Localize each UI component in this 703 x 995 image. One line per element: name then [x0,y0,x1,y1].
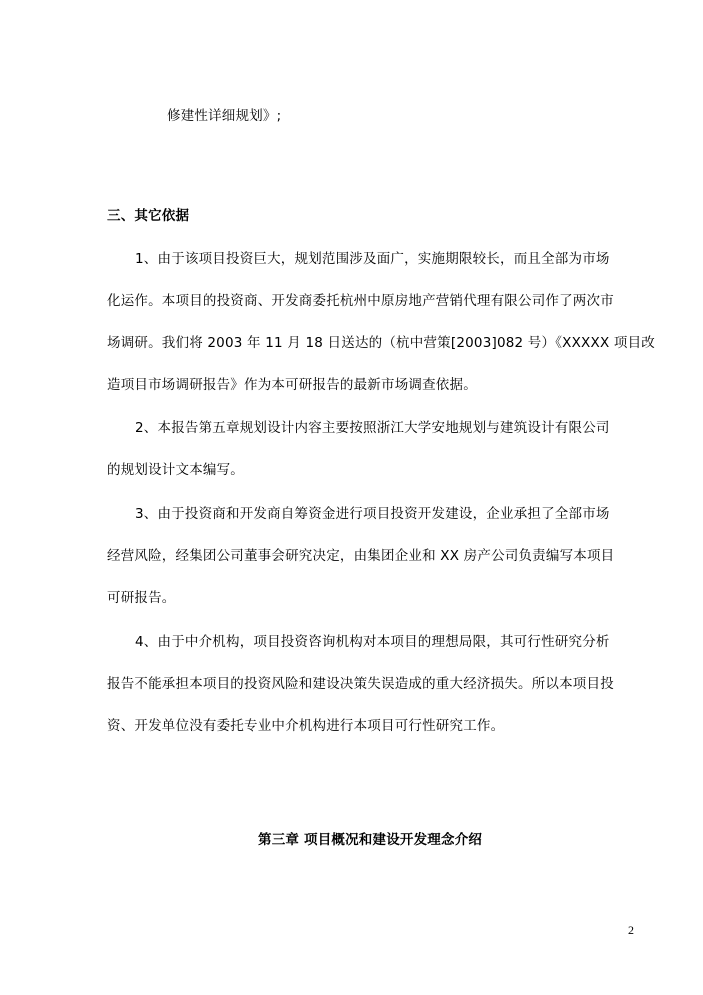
paragraph-line: 的规划设计文本编写。 [107,462,244,478]
paragraph-line: 造项目市场调研报告》作为本可研报告的最新市场调查依据。 [107,377,477,393]
paragraph-line: 资、开发单位没有委托专业中介机构进行本项目可行性研究工作。 [107,718,505,734]
paragraph-line: 场调研。我们将 2003 年 11 月 18 日送达的（杭中营策[2003]082 号）《XXXXX 项目改 [107,335,655,351]
paragraph-line: 报告不能承担本项目的投资风险和建设决策失误造成的重大经济损失。所以本项目投 [107,676,614,692]
paragraph-line: 4、由于中介机构，项目投资咨询机构对本项目的理想局限，其可行性研究分析 [135,634,610,650]
paragraph-line: 2、本报告第五章规划设计内容主要按照浙江大学安地规划与建筑设计有限公司 [135,420,610,436]
intro-line: 修建性详细规划》; [167,108,282,124]
paragraph-line: 3、由于投资商和开发商自筹资金进行项目投资开发建设，企业承担了全部市场 [135,506,610,522]
section-heading: 三、其它依据 [107,208,190,224]
paragraph-line: 经营风险，经集团公司董事会研究决定，由集团企业和 XX 房产公司负责编写本项目 [107,548,615,564]
chapter-title: 第三章 项目概况和建设开发理念介绍 [258,832,483,848]
paragraph-line: 化运作。本项目的投资商、开发商委托杭州中原房地产营销代理有限公司作了两次市 [107,293,614,309]
page-number: 2 [628,923,634,937]
paragraph-line: 可研报告。 [107,590,176,606]
paragraph-line: 1、由于该项目投资巨大，规划范围涉及面广，实施期限较长，而且全部为市场 [135,251,610,267]
